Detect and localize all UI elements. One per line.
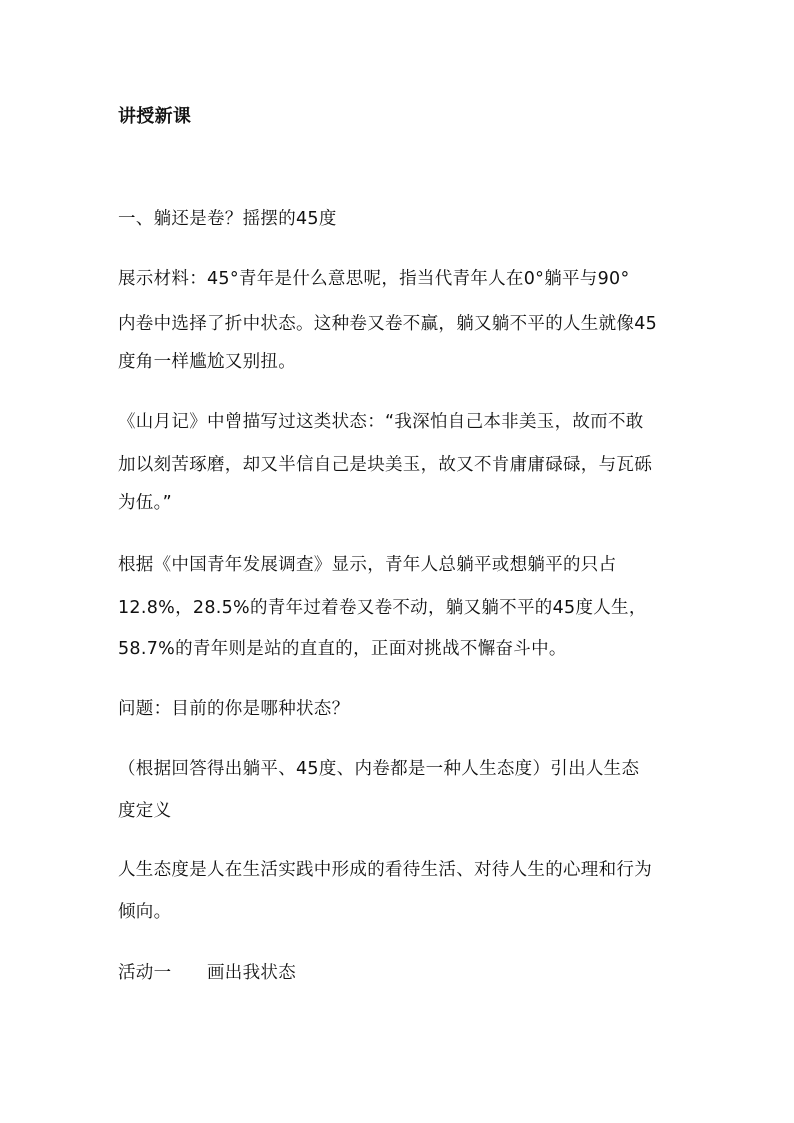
question-line: 问题：目前的你是哪种状态？ [118, 699, 350, 719]
paragraph-line: 12.8%，28.5%的青年过着卷又卷不动，躺又躺不平的45度人生， [118, 598, 647, 618]
section-title: 一、躺还是卷？摇摆的45度 [118, 209, 337, 229]
paragraph-line: 《山月记》中曾描写过这类状态：“我深怕自己本非美玉，故而不敢 [118, 412, 644, 432]
paragraph-line: 58.7%的青年则是站的直直的，正面对挑战不懈奋斗中。 [118, 639, 567, 659]
paragraph-line: 加以刻苦琢磨，却又半信自己是块美玉，故又不肯庸庸碌碌，与瓦砾 [118, 455, 652, 475]
paragraph-line: （根据回答得出躺平、45度、内卷都是一种人生态度）引出人生态 [118, 759, 640, 779]
paragraph-line: 为伍。” [118, 493, 173, 513]
activity-line: 活动一 画出我状态 [118, 963, 296, 983]
paragraph-line: 内卷中选择了折中状态。这种卷又卷不赢，躺又躺不平的人生就像45 [118, 314, 658, 334]
paragraph-line: 度角一样尴尬又别扭。 [118, 352, 296, 372]
page-heading: 讲授新课 [118, 106, 192, 127]
paragraph-line: 倾向。 [118, 902, 172, 922]
paragraph-line: 根据《中国青年发展调查》显示，青年人总躺平或想躺平的只占 [118, 555, 617, 575]
paragraph-line: 人生态度是人在生活实践中形成的看待生活、对待人生的心理和行为 [118, 860, 652, 880]
paragraph-line: 展示材料：45°青年是什么意思呢，指当代青年人在0°躺平与90° [118, 269, 630, 289]
paragraph-line: 度定义 [118, 801, 172, 821]
